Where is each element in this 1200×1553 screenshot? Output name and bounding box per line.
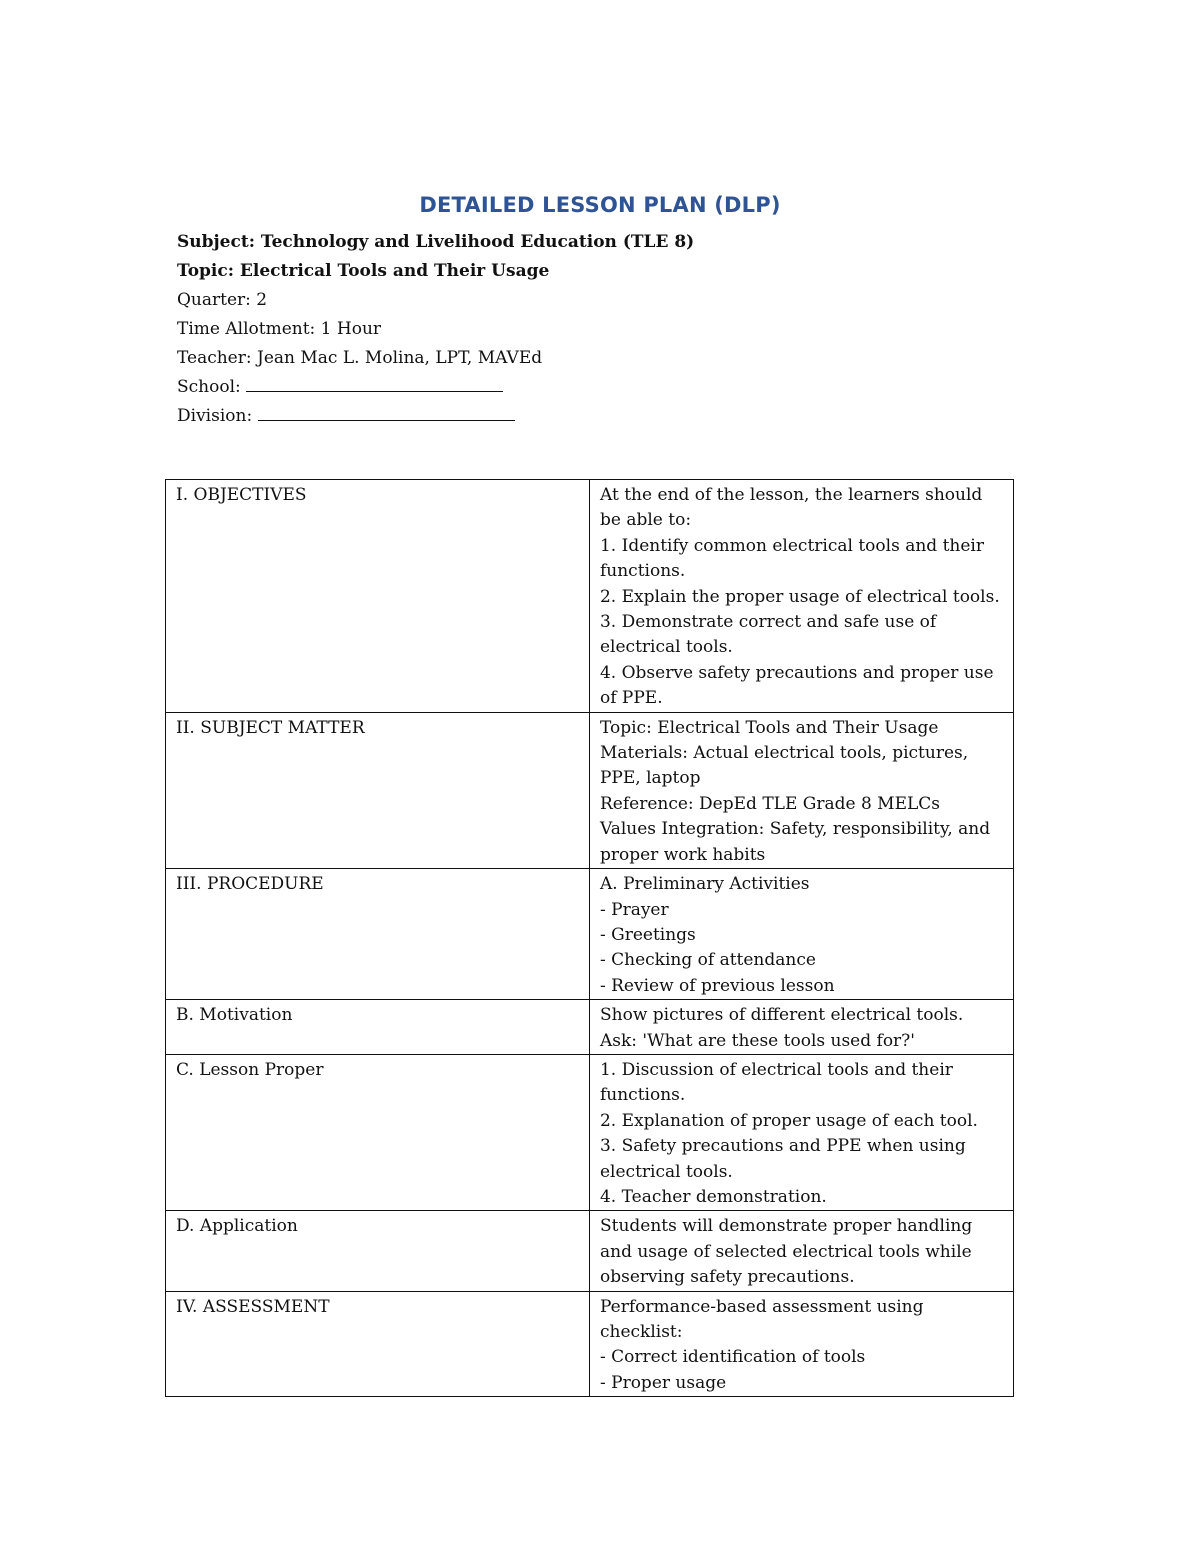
content-line: Topic: Electrical Tools and Their Usage <box>599 717 939 738</box>
content-line: 2. Explanation of proper usage of each tool. <box>599 1110 978 1131</box>
table-row <box>166 869 1014 1000</box>
teacher-line: Teacher: Jean Mac L. Molina, LPT, MAVEd <box>177 348 543 368</box>
section-label-cell: III. PROCEDURE <box>166 869 590 1000</box>
division-blank <box>258 402 515 421</box>
content-line: At the end of the lesson, the learners should be able to: <box>599 485 983 531</box>
table-row <box>166 480 1014 713</box>
subject-line: Subject: Technology and Livelihood Education (TLE 8) <box>177 232 695 252</box>
content-line: 4. Observe safety precautions and proper use of PPE. <box>599 662 994 709</box>
school-blank <box>246 373 503 392</box>
content-line: Performance-based assessment using checklist: <box>599 1296 924 1342</box>
section-label-cell: I. OBJECTIVES <box>166 480 590 713</box>
section-content-cell <box>589 869 1013 1000</box>
lesson-plan-table <box>165 479 1014 1397</box>
lesson-info <box>177 228 694 431</box>
section-label-cell: D. Application <box>166 1211 590 1291</box>
content-line: 1. Identify common electrical tools and their functions. <box>599 535 984 582</box>
school-label: School: <box>177 377 247 397</box>
content-line: Reference: DepEd TLE Grade 8 MELCs <box>599 793 941 814</box>
quarter-line: Quarter: 2 <box>177 290 268 310</box>
table-row <box>166 1211 1014 1291</box>
section-content-cell <box>589 1211 1013 1291</box>
content-line: 2. Explain the proper usage of electrical tools. <box>599 586 1000 607</box>
section-content-cell <box>589 1000 1013 1055</box>
section-label-cell: B. Motivation <box>166 1000 590 1055</box>
document-title: DETAILED LESSON PLAN (DLP) <box>419 193 781 217</box>
division-line <box>177 402 694 431</box>
section-label-cell: C. Lesson Proper <box>166 1054 590 1210</box>
section-label-cell: II. SUBJECT MATTER <box>166 712 590 868</box>
content-line: A. Preliminary Activities <box>599 874 810 895</box>
section-content-cell <box>589 1291 1013 1397</box>
section-content-cell <box>589 1054 1013 1210</box>
section-label-cell: IV. ASSESSMENT <box>166 1291 590 1397</box>
content-line: 3. Safety precautions and PPE when using electrical tools. <box>599 1136 966 1182</box>
time-allotment-line: Time Allotment: 1 Hour <box>177 319 382 339</box>
table-row <box>166 1291 1014 1397</box>
section-content-cell <box>589 480 1013 713</box>
content-line: Values Integration: Safety, responsibility, and proper work habits <box>599 819 991 865</box>
table-row <box>166 1054 1014 1210</box>
school-line <box>177 373 694 402</box>
division-label: Division: <box>177 406 258 426</box>
table-row <box>166 1000 1014 1055</box>
table-row <box>166 712 1014 868</box>
section-content-cell <box>589 712 1013 868</box>
content-line: Show pictures of different electrical tools. <box>599 1005 964 1026</box>
content-line: - Correct identification of tools <box>599 1347 866 1368</box>
content-line: - Checking of attendance <box>599 950 816 971</box>
content-line: - Prayer <box>599 899 669 920</box>
content-line: 4. Teacher demonstration. <box>599 1186 827 1207</box>
content-line: Materials: Actual electrical tools, pictures, PPE, laptop <box>599 743 969 789</box>
topic-line: Topic: Electrical Tools and Their Usage <box>177 261 550 281</box>
content-line: Ask: 'What are these tools used for?' <box>599 1030 915 1051</box>
content-line: 1. Discussion of electrical tools and their functions. <box>599 1059 953 1106</box>
content-line: - Greetings <box>599 924 696 945</box>
content-line: Students will demonstrate proper handling and usage of selected electrical tools while observing safety precautions. <box>599 1216 973 1288</box>
content-line: - Review of previous lesson <box>599 975 835 996</box>
content-line: 3. Demonstrate correct and safe use of electrical tools. <box>599 612 937 658</box>
content-line: - Proper usage <box>599 1372 727 1393</box>
